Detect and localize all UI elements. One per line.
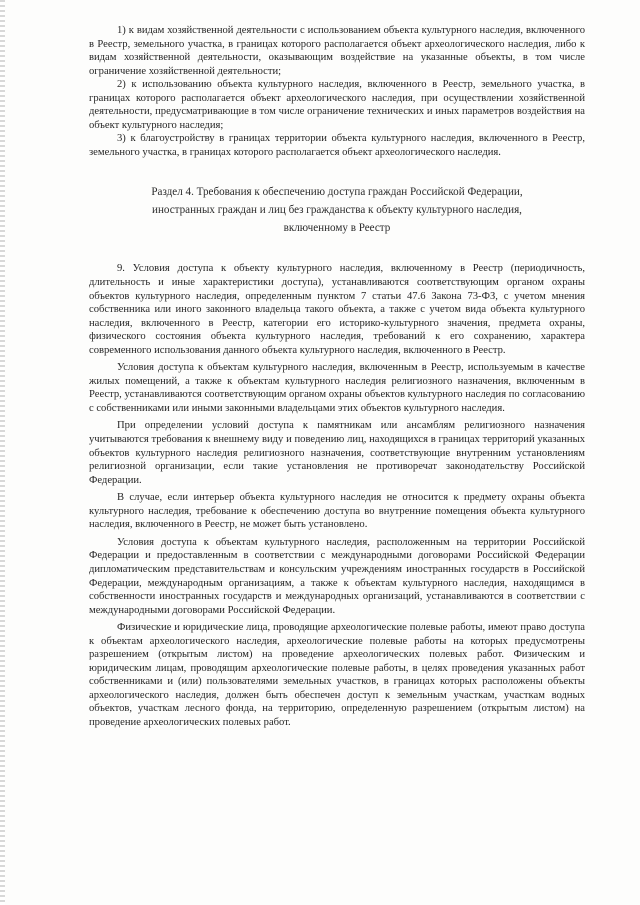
section-heading-line-2: иностранных граждан и лиц без гражданства к объекту культурного наследия, (152, 204, 522, 217)
paragraph-archaeological-access: Физические и юридические лица, проводящие археологические полевые работы, имеют право доступа к объектам археологического наследия, археологические полевые работы на которых предусмотрены разрешением (открытым листом) на проведение археологических полевых работ. Физическим и юридическим лицам, проводящим археологические полевые работы, в целях проведения указанных работ собственниками и (или) пользователями земельных участков, в границах которых расположены объекты археологического наследия, должен быть обеспечен доступ к земельным участкам, участкам водных объектов, участкам лесного фонда, на территорию, определенную разрешением (открытым листом) на проведение археологических полевых работ. (89, 622, 585, 728)
section-heading (89, 183, 585, 237)
document-body (89, 24, 585, 730)
paragraph-living-and-religious-access: Условия доступа к объектам культурного наследия, включенным в Реестр, используемым в качестве жилых помещений, а также к объектам культурного наследия религиозного назначения, включенным в Реестр, устанавливаются соответствующим органом охраны объектов культурного наследия по согласованию с собственниками или иными законными владельцами этих объектов культурного наследия. (89, 362, 585, 414)
list-item-3: 3) к благоустройству в границах территории объекта культурного наследия, включенного в Реестр, земельного участка, в границах которого располагается объект археологического наследия. (89, 133, 585, 158)
section-heading-line-1: Раздел 4. Требования к обеспечению доступа граждан Российской Федерации, (151, 186, 523, 199)
list-item-1: 1) к видам хозяйственной деятельности с использованием объекта культурного наследия, включенного в Реестр, земельного участка, в границах которого располагается объект археологического наследия, либо к видам хозяйственной деятельности, оказывающим воздействие на указанные объекты, в том числе ограничение хозяйственной деятельности; (89, 25, 585, 77)
paragraph-interior-access: В случае, если интерьер объекта культурного наследия не относится к предмету охраны объекта культурного наследия, требование к обеспечению доступа во внутренние помещения объекта культурного наследия, включенного в Реестр, не может быть установлено. (89, 492, 585, 531)
scan-edge (0, 0, 5, 905)
paragraph-9: 9. Условия доступа к объекту культурного наследия, включенному в Реестр (периодичность, длительность и иные характеристики доступа), устанавливаются соответствующим органом охраны объектов культурного наследия, определенным пунктом 7 статьи 47.6 Закона 73-ФЗ, с учетом мнения собственника или иного законного владельца такого объекта, а также с учетом вида объекта культурного наследия, включенного в Реестр, категории его историко-культурного значения, предмета охраны, физического состояния объекта культурного наследия, требований к его сохранению, характера современного использования данного объекта культурного наследия, включенного в Реестр. (89, 263, 585, 356)
section-heading-line-3: включенному в Реестр (283, 222, 391, 235)
paragraph-diplomatic-objects: Условия доступа к объектам культурного наследия, расположенным на территории Российской Федерации и предоставленным в соответствии с международными договорами Российской Федерации дипломатическим представительствам и консульским учреждениям иностранных государств в Российской Федерации, международным организациям, а также к объектам культурного наследия, находящимся в собственности иностранных государств и международных организаций, устанавливаются в соответствии с международными договорами Российской Федерации. (89, 536, 585, 616)
paragraph-religious-requirements: При определении условий доступа к памятникам или ансамблям религиозного назначения учитываются требования к внешнему виду и поведению лиц, находящихся в границах территорий указанных объектов культурного наследия религиозного назначения, соответствующие внутренним установлениям религиозной организации, если такие установления не противоречат законодательству Российской Федерации. (89, 420, 585, 486)
list-item-2: 2) к использованию объекта культурного наследия, включенного в Реестр, земельного участка, в границах которого располагается объект археологического наследия, при осуществлении хозяйственной деятельности, предусматривающие в том числе ограничение технических и иных параметров воздействия на объект культурного наследия; (89, 79, 585, 131)
